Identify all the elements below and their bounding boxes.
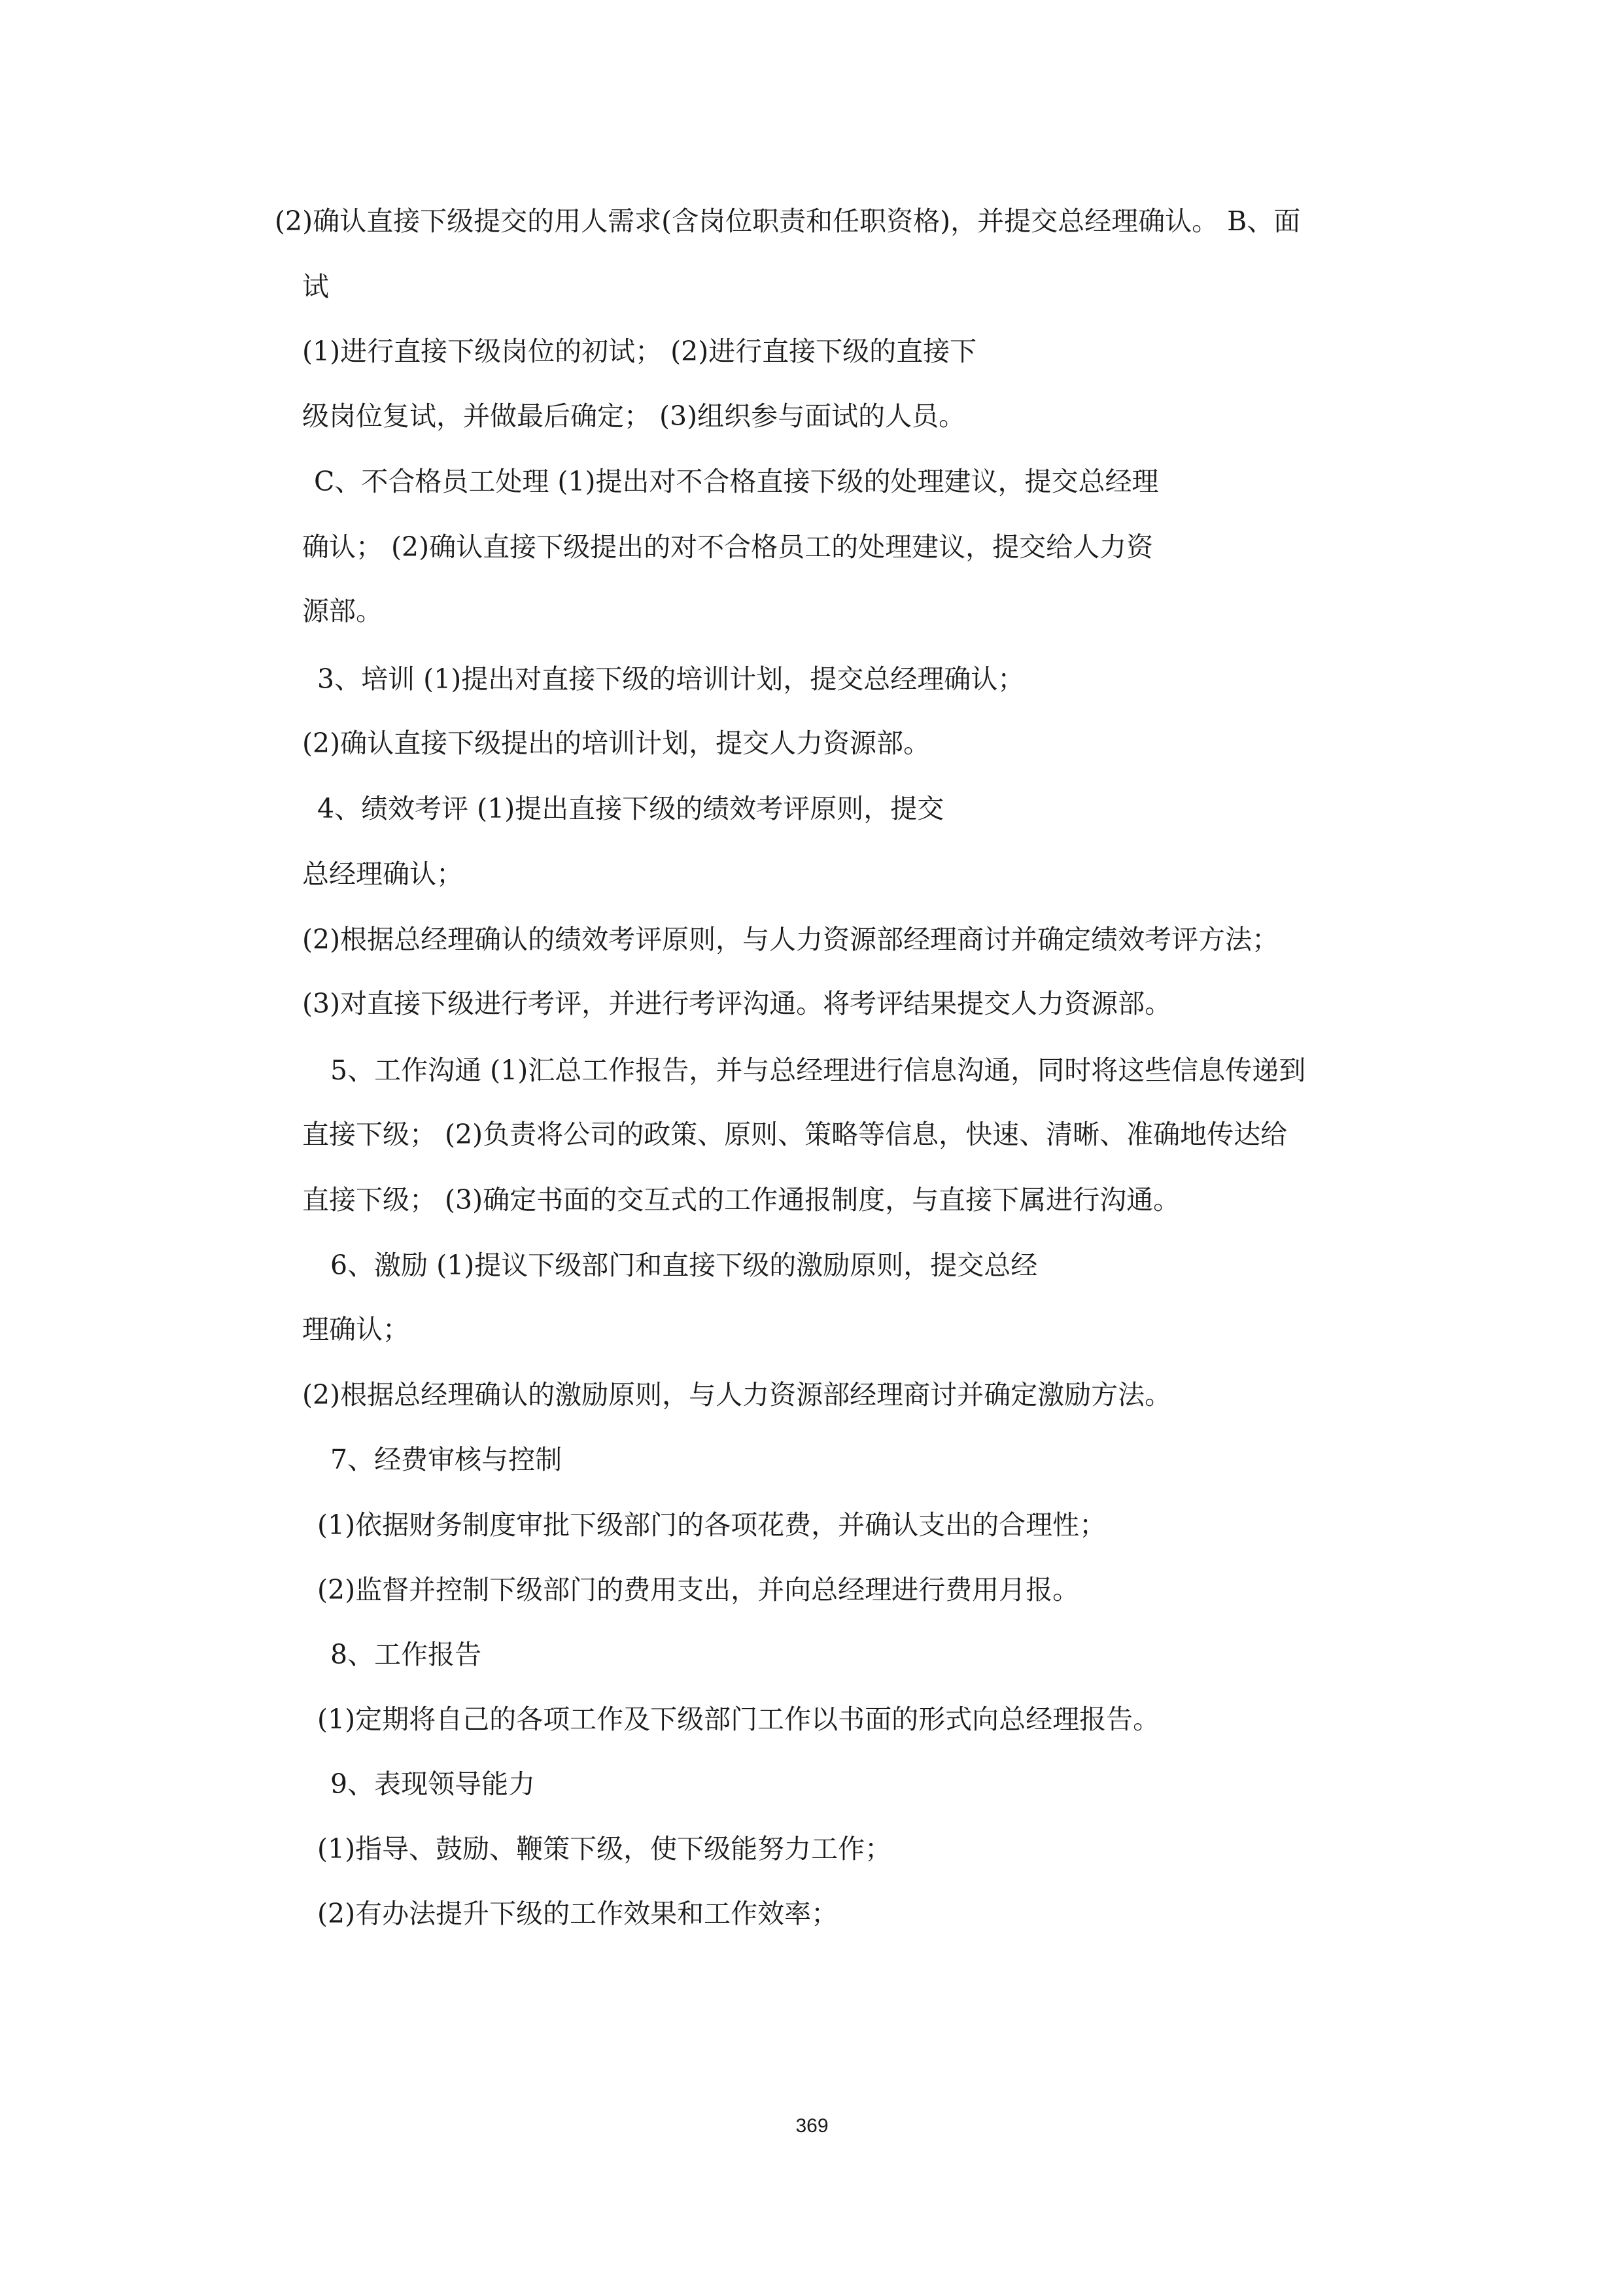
text-line-21: (1)依据财务制度审批下级部门的各项花费，并确认支出的合理性；: [317, 1509, 1107, 1541]
text-line-7: 源部。: [302, 595, 383, 627]
text-line-10: 4、绩效考评 (1)提出直接下级的绩效考评原则，提交: [317, 793, 944, 824]
text-line-24: (1)定期将自己的各项工作及下级部门工作以书面的形式向总经理报告。: [317, 1704, 1160, 1735]
text-line-3: (1)进行直接下级岗位的初试； (2)进行直接下级的直接下: [302, 336, 977, 367]
page-number: 369: [795, 2115, 829, 2137]
text-line-13: (3)对直接下级进行考评，并进行考评沟通。将考评结果提交人力资源部。: [302, 988, 1172, 1019]
text-line-8: 3、培训 (1)提出对直接下级的培训计划，提交总经理确认；: [317, 663, 1025, 695]
text-line-16: 直接下级； (3)确定书面的交互式的工作通报制度，与直接下属进行沟通。: [302, 1184, 1181, 1216]
text-line-14: 5、工作沟通 (1)汇总工作报告，并与总经理进行信息沟通，同时将这些信息传递到: [330, 1055, 1306, 1086]
text-line-2: 试: [302, 271, 329, 302]
text-line-19: (2)根据总经理确认的激励原则，与人力资源部经理商讨并确定激励方法。: [302, 1379, 1172, 1410]
text-line-1: (2)确认直接下级提交的用人需求(含岗位职责和任职资格)，并提交总经理确认。 B、面: [275, 205, 1301, 237]
text-line-27: (2)有办法提升下级的工作效果和工作效率；: [317, 1898, 838, 1929]
text-line-9: (2)确认直接下级提出的培训计划，提交人力资源部。: [302, 727, 931, 759]
text-line-26: (1)指导、鼓励、鞭策下级，使下级能努力工作；: [317, 1833, 892, 1865]
text-line-5: C、不合格员工处理 (1)提出对不合格直接下级的处理建议，提交总经理: [314, 466, 1159, 497]
text-line-17: 6、激励 (1)提议下级部门和直接下级的激励原则，提交总经: [330, 1250, 1038, 1281]
text-line-4: 级岗位复试，并做最后确定； (3)组织参与面试的人员。: [302, 400, 966, 432]
text-line-18: 理确认；: [302, 1314, 409, 1345]
text-line-6: 确认； (2)确认直接下级提出的对不合格员工的处理建议，提交给人力资: [302, 531, 1154, 563]
text-line-20: 7、经费审核与控制: [330, 1444, 562, 1475]
text-line-12: (2)根据总经理确认的绩效考评原则，与人力资源部经理商讨并确定绩效考评方法；: [302, 924, 1279, 955]
text-line-11: 总经理确认；: [302, 858, 463, 890]
text-line-22: (2)监督并控制下级部门的费用支出，并向总经理进行费用月报。: [317, 1574, 1080, 1605]
text-line-23: 8、工作报告: [330, 1639, 482, 1670]
text-line-25: 9、表现领导能力: [330, 1768, 536, 1800]
text-line-15: 直接下级； (2)负责将公司的政策、原则、策略等信息，快速、清晰、准确地传达给: [302, 1119, 1288, 1150]
